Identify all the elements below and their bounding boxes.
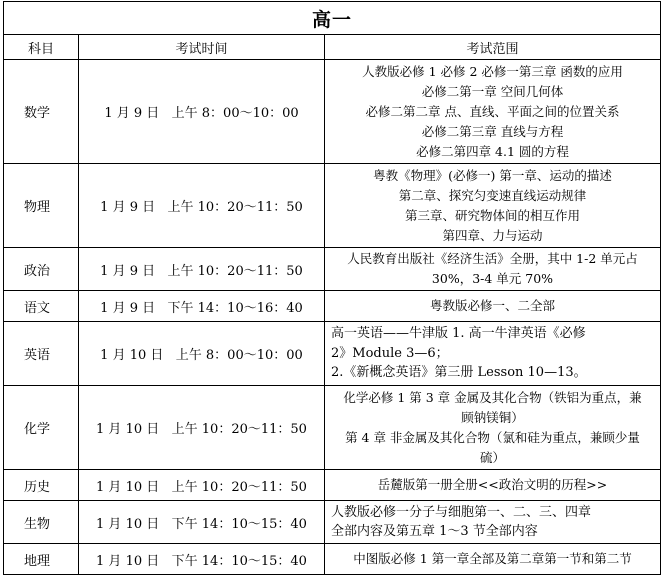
- scope-cell: [325, 248, 661, 291]
- scope-line: 必修二第四章 4.1 圆的方程: [416, 143, 569, 159]
- subject-cell: 物理: [4, 164, 79, 248]
- scope-line: 粤教《物理》(必修一) 第一章、运动的描述: [373, 167, 612, 183]
- subject-cell: 政治: [4, 248, 79, 291]
- scope-cell: [325, 501, 661, 544]
- subject-cell: 化学: [4, 386, 79, 470]
- table-row: [4, 164, 661, 248]
- table-row: [4, 322, 661, 386]
- scope-line: 化学必修 1 第 3 章 金属及其化合物（铁铝为重点，兼: [343, 389, 642, 405]
- scope-cell: [325, 386, 661, 470]
- scope-line: 第三章、研究物体间的相互作用: [404, 207, 580, 223]
- scope-line: 2.《新概念英语》第三册 Lesson 10—13。: [331, 365, 587, 381]
- scope-line: 粤教版必修一、二全部: [429, 298, 555, 313]
- scope-cell: [325, 544, 661, 575]
- scope-line: 2》Module 3—6；: [331, 345, 449, 361]
- table-row: [4, 386, 661, 470]
- scope-line: 第 4 章 非金属及其化合物（氯和硅为重点，兼顾少量: [345, 429, 640, 445]
- scope-line: 中图版必修 1 第一章全部及第二章第一节和第二节: [353, 551, 632, 566]
- table-row: [4, 248, 661, 291]
- scope-line: 顾钠镁铜）: [461, 409, 524, 425]
- table-row: [4, 544, 661, 575]
- scope-cell: [325, 60, 661, 164]
- exam-schedule-table: [3, 1, 661, 575]
- header-time: 考试时间: [79, 35, 325, 60]
- time-cell: 1 月 10 日 上午 10：20～11：50: [79, 386, 325, 470]
- scope-line: 第四章、力与运动: [442, 227, 543, 243]
- subject-cell: 数学: [4, 60, 79, 164]
- header-row: [4, 35, 661, 60]
- title-row: [4, 2, 661, 35]
- grade-title: 高一: [4, 2, 661, 35]
- scope-line: 30%，3-4 单元 70%: [431, 271, 554, 286]
- scope-line: 必修二第三章 直线与方程: [421, 123, 564, 139]
- scope-line: 高一英语——牛津版 1. 高一牛津英语《必修: [331, 326, 586, 342]
- scope-cell: [325, 291, 661, 322]
- scope-line: 人教版必修 1 必修 2 必修一第三章 函数的应用: [362, 63, 623, 79]
- time-cell: 1 月 10 日 上午 8：00～10：00: [79, 322, 325, 386]
- header-scope: 考试范围: [325, 35, 661, 60]
- scope-line: 全部内容及第五章 1～3 节全部内容: [331, 524, 538, 539]
- time-cell: 1 月 9 日 上午 8：00～10：00: [79, 60, 325, 164]
- time-cell: 1 月 9 日 上午 10：20～11：50: [79, 248, 325, 291]
- header-subject: 科目: [4, 35, 79, 60]
- time-cell: 1 月 10 日 上午 10：20～11：50: [79, 470, 325, 501]
- scope-line: 第二章、探究匀变速直线运动规律: [398, 187, 587, 203]
- table-row: [4, 60, 661, 164]
- subject-cell: 历史: [4, 470, 79, 501]
- scope-cell: [325, 470, 661, 501]
- scope-line: 硫）: [479, 449, 505, 465]
- scope-line: 人教版必修一分子与细胞第一、二、三、四章: [331, 504, 592, 520]
- subject-cell: 生物: [4, 501, 79, 544]
- time-cell: 1 月 9 日 下午 14：10～16：40: [79, 291, 325, 322]
- table-row: [4, 501, 661, 544]
- scope-cell: [325, 322, 661, 386]
- time-cell: 1 月 10 日 下午 14：10～15：40: [79, 544, 325, 575]
- scope-line: 岳麓版第一册全册<<政治文明的历程>>: [377, 477, 608, 492]
- table-row: [4, 470, 661, 501]
- time-cell: 1 月 9 日 上午 10：20～11：50: [79, 164, 325, 248]
- scope-line: 必修二第一章 空间几何体: [421, 83, 564, 99]
- table-row: [4, 291, 661, 322]
- scope-line: 必修二第二章 点、直线、平面之间的位置关系: [365, 103, 620, 119]
- scope-line: 人民教育出版社《经济生活》全册，其中 1-2 单元占: [347, 251, 638, 266]
- time-cell: 1 月 10 日 下午 14：10～15：40: [79, 501, 325, 544]
- subject-cell: 英语: [4, 322, 79, 386]
- scope-cell: [325, 164, 661, 248]
- subject-cell: 地理: [4, 544, 79, 575]
- subject-cell: 语文: [4, 291, 79, 322]
